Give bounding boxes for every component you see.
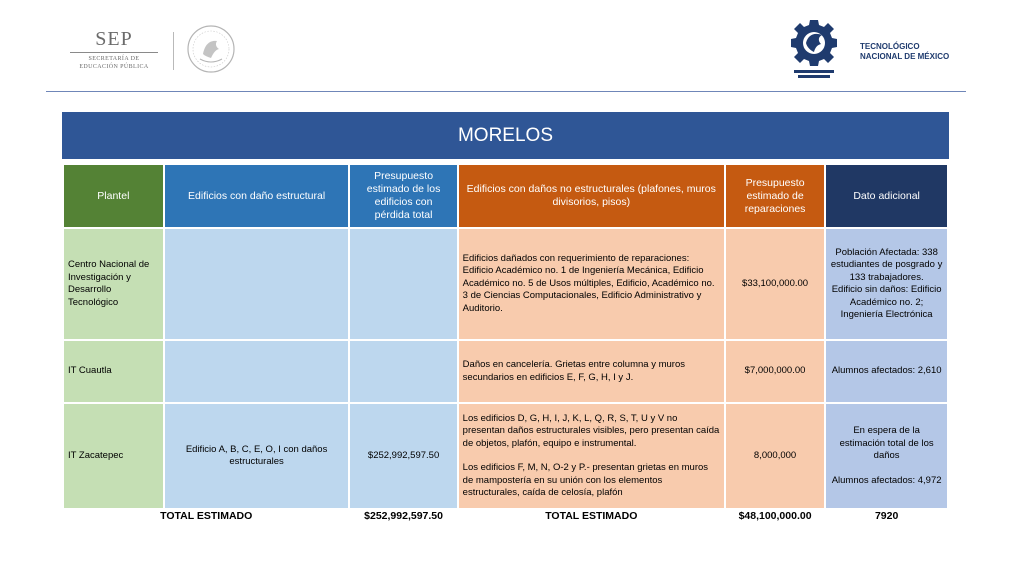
total-dato: 7920	[826, 510, 947, 523]
tecnm-line1: TECNOLÓGICO	[860, 42, 920, 51]
cell-estructural	[165, 341, 349, 402]
total-label: TOTAL ESTIMADO	[64, 510, 348, 523]
cell-plantel: IT Cuautla	[64, 341, 163, 402]
sep-subtitle-line2: EDUCACIÓN PÚBLICA	[79, 64, 149, 70]
cell-presupuesto-total	[350, 229, 456, 339]
header-rule	[46, 91, 966, 92]
logo-divider	[173, 32, 174, 70]
tecnm-line2: NACIONAL DE MÉXICO	[860, 52, 950, 61]
sep-logo-rule	[70, 52, 158, 53]
cell-no-estructurales: Edificios dañados con requerimiento de reparaciones: Edificio Académico no. 1 de Ingeniería Mecánica, Edificio Académico no. 5 de Usos múltiples, Edificio, Académico no. 3 de Ciencias Computacionales, Edificio Administrativo y Auditorio.	[459, 229, 724, 339]
table-row	[64, 404, 947, 508]
paragraph-gap	[830, 463, 943, 475]
cell-presupuesto-total: $252,992,597.50	[350, 404, 456, 508]
total-presupuesto-total: $252,992,597.50	[350, 510, 456, 523]
no-estructurales-text: Los edificios F, M, N, O-2 y P.- presentan grietas en muros de mampostería en su unión con los elementos estructurales, caída de celosía, plafón	[462, 462, 709, 498]
sep-subtitle-line1: SECRETARÍA DE	[88, 56, 140, 62]
cell-presupuesto-reparaciones: $33,100,000.00	[726, 229, 824, 339]
cell-estructural: Edificio A, B, C, E, O, I con daños estructurales	[165, 404, 349, 508]
cell-plantel: Centro Nacional de Investigación y Desarrollo Tecnológico	[64, 229, 163, 339]
paragraph-gap	[463, 450, 720, 462]
cell-dato-adicional	[826, 229, 947, 339]
cell-dato-adicional	[826, 404, 947, 508]
table-row	[64, 229, 947, 339]
dato-text: Alumnos afectados: 4,972	[831, 474, 942, 486]
damage-table	[62, 163, 949, 525]
table-title: MORELOS	[62, 112, 949, 159]
sep-logo	[68, 28, 160, 74]
totals-row	[64, 510, 947, 523]
cell-presupuesto-reparaciones: $7,000,000.00	[726, 341, 824, 402]
mexico-seal-icon	[186, 24, 236, 74]
sep-acronym: SEP	[95, 28, 133, 50]
header-estructural: Edificios con daño estructural	[165, 165, 349, 227]
table-header-row	[64, 165, 947, 227]
page-header	[0, 0, 1024, 92]
cell-estructural	[165, 229, 349, 339]
header-plantel: Plantel	[64, 165, 163, 227]
no-estructurales-text: Los edificios D, G, H, I, J, K, L, Q, R, S, T, U y V no presentan daños estructurales visibles, pero presentan caída de objetos, plafón, equipo e instrumental.	[462, 412, 720, 449]
dato-text: En espera de la estimación total de los daños	[839, 425, 934, 461]
dato-text: Población Afectada: 338 estudiantes de posgrado y 133 trabajadores.	[830, 246, 943, 283]
header-no-estructurales: Edificios con daños no estructurales (plafones, muros divisorios, pisos)	[459, 165, 724, 227]
dato-text: Edificio sin daños: Edificio Académico no. 2; Ingeniería Electrónica	[831, 284, 942, 320]
table-row	[64, 341, 947, 402]
total-label: TOTAL ESTIMADO	[459, 510, 724, 523]
cell-no-estructurales	[459, 404, 724, 508]
cell-plantel: IT Zacatepec	[64, 404, 163, 508]
header-dato-adicional: Dato adicional	[826, 165, 947, 227]
header-presupuesto-reparaciones: Presupuesto estimado de reparaciones	[726, 165, 824, 227]
cell-presupuesto-reparaciones: 8,000,000	[726, 404, 824, 508]
header-presupuesto-total: Presupuesto estimado de los edificios con pérdida total	[350, 165, 456, 227]
total-presupuesto-reparaciones: $48,100,000.00	[726, 510, 824, 523]
cell-presupuesto-total	[350, 341, 456, 402]
cell-dato-adicional: Alumnos afectados: 2,610	[826, 341, 947, 402]
tecnm-wordmark	[860, 42, 949, 62]
cell-no-estructurales: Daños en cancelería. Grietas entre columna y muros secundarios en edificios E, F, G, H, I y J.	[459, 341, 724, 402]
tecnm-logo-icon	[790, 16, 840, 82]
